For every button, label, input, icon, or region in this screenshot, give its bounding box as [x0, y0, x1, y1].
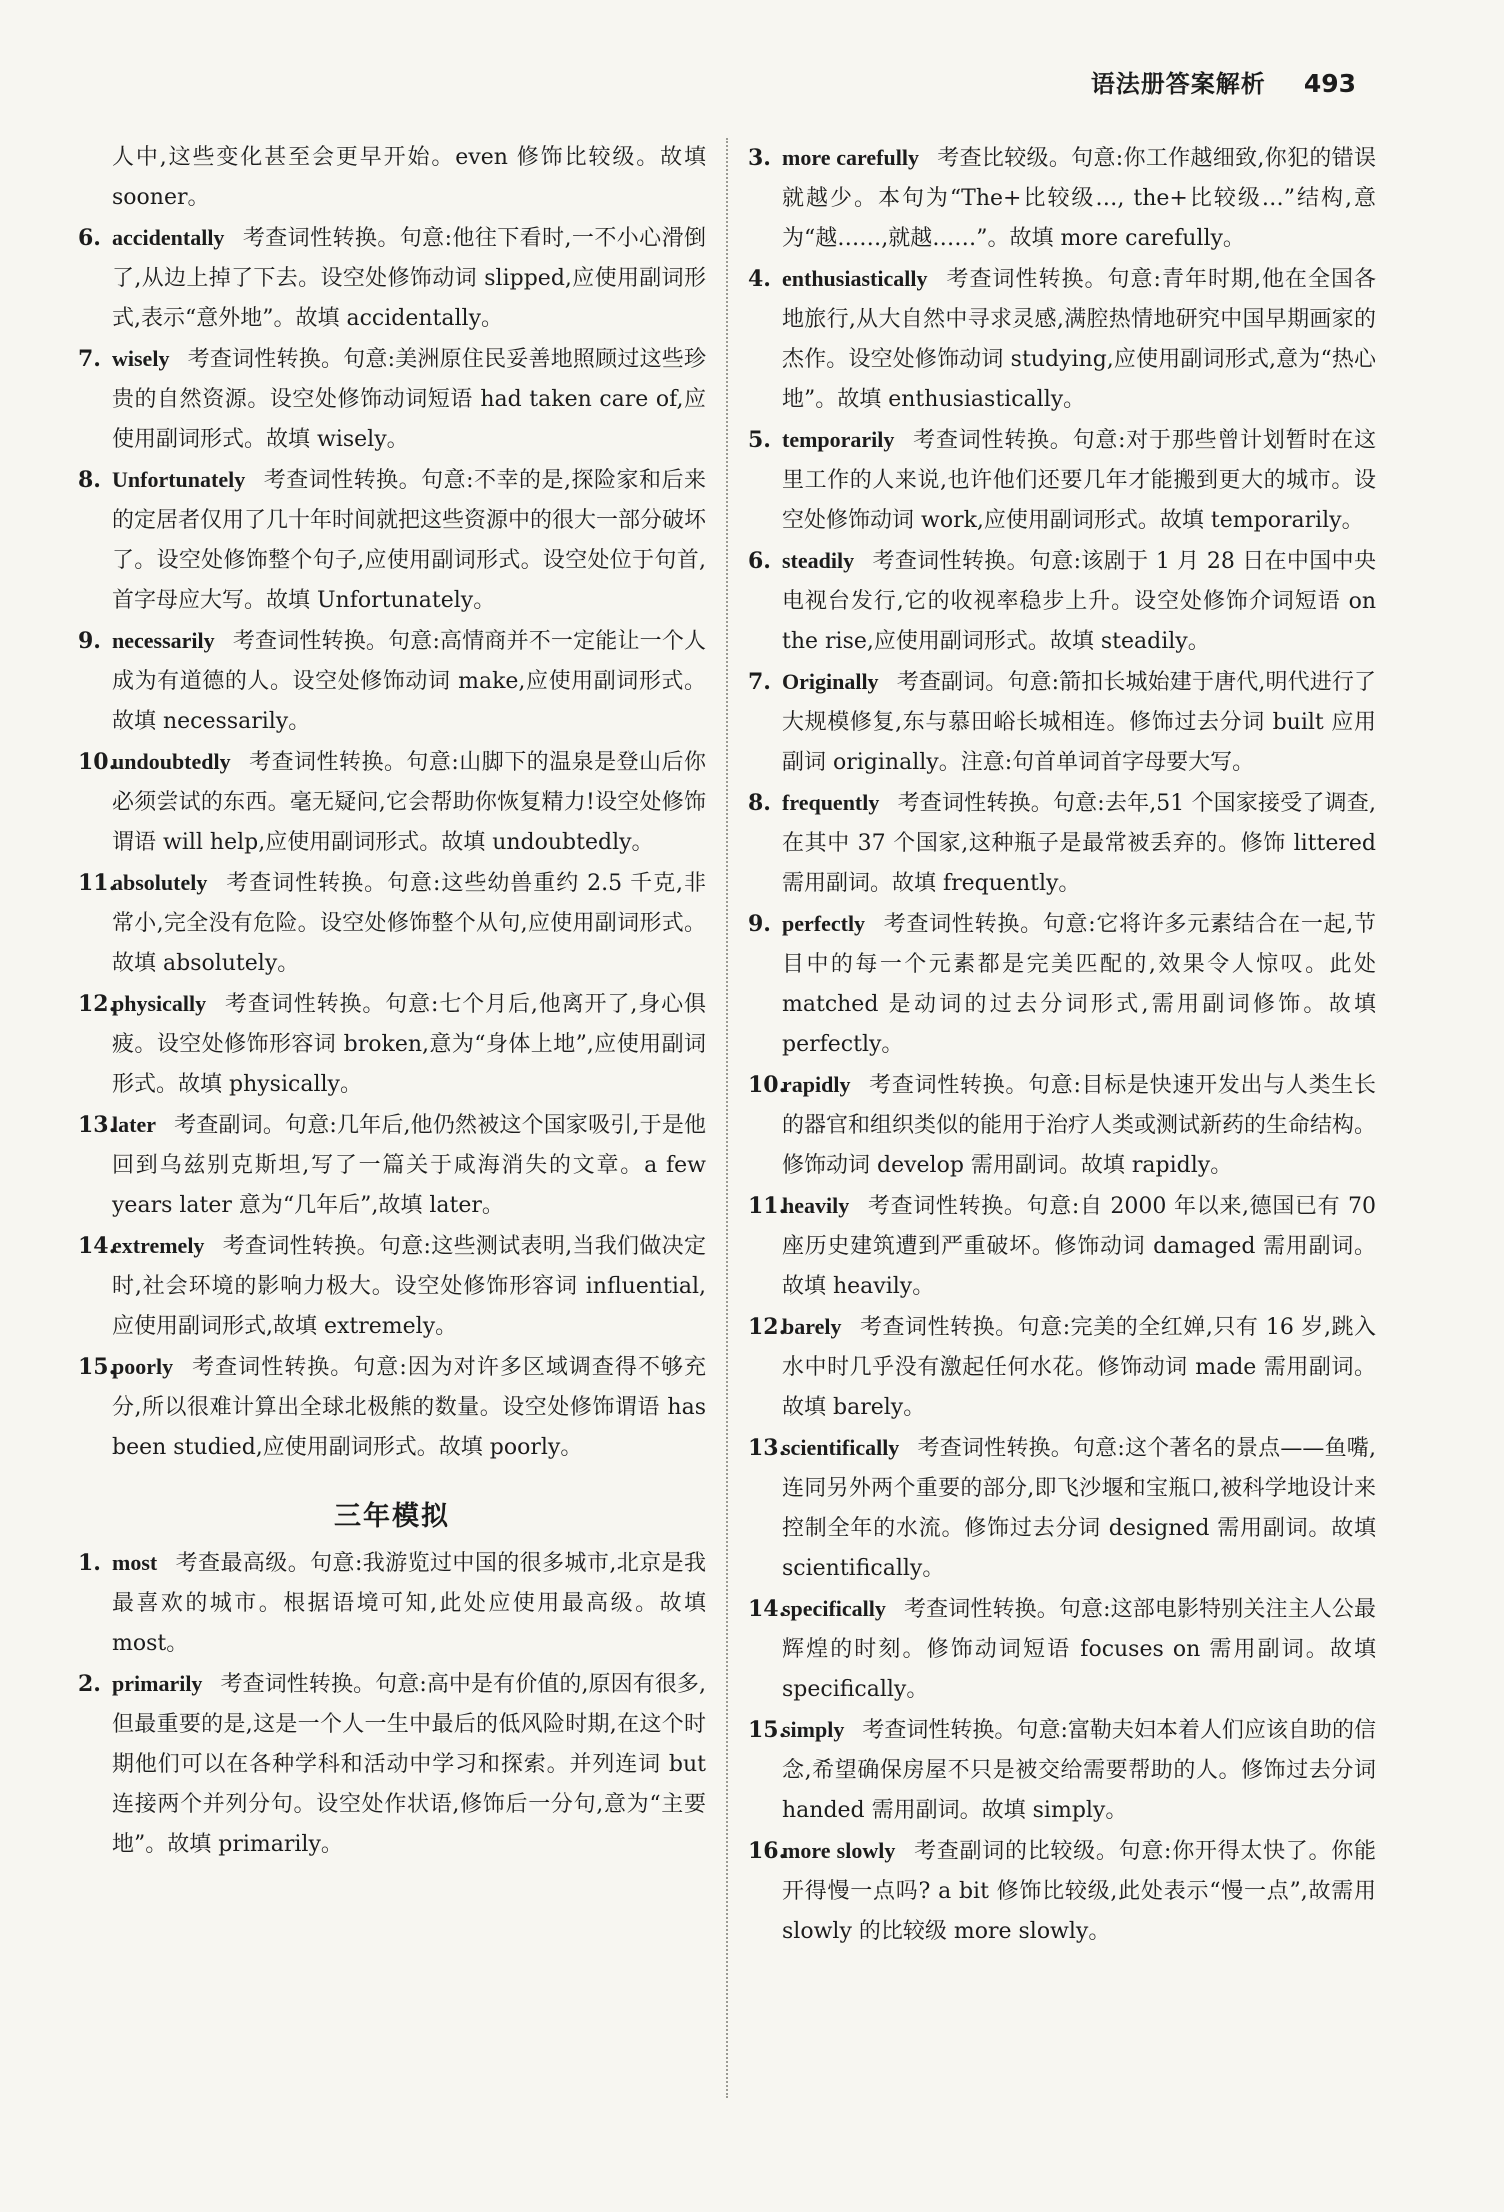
answer-entry: [748, 138, 1376, 259]
answer-list-right: [748, 138, 1376, 1952]
entry-explanation: 考查词性转换。句意:它将许多元素结合在一起,节目中的每一个元素都是完美匹配的,效果令人惊叹。此处 matched 是动词的过去分词形式,需用副词修饰。故填 perfectly。: [782, 912, 1376, 1057]
entry-answer: enthusiastically: [782, 266, 928, 291]
answer-entry: [748, 662, 1376, 783]
answer-entry: [748, 1710, 1376, 1831]
entry-answer: scientifically: [782, 1435, 900, 1460]
entry-number: 15.: [78, 1354, 117, 1380]
entry-answer: barely: [782, 1314, 842, 1339]
answer-entry: [78, 984, 706, 1105]
entry-explanation: 考查词性转换。句意:高中是有价值的,原因有很多,但最重要的是,这是一个人一生中最后的低风险时期,在这个时期他们可以在各种学科和活动中学习和探索。并列连词 but 连接两个并列分句。设空处作状语,修饰后一分句,意为“主要地”。故填 primarily。: [112, 1672, 706, 1857]
entry-number: 1.: [78, 1550, 101, 1576]
entry-number: 6.: [78, 225, 101, 251]
entry-explanation: 考查词性转换。句意:这个著名的景点——鱼嘴,连同另外两个重要的部分,即飞沙堰和宝瓶口,被科学地设计来控制全年的水流。修饰过去分词 designed 需用副词。故填 scientifically。: [782, 1436, 1376, 1581]
continuation-text: 人中,这些变化甚至会更早开始。even 修饰比较级。故填 sooner。: [112, 145, 706, 210]
entry-answer: absolutely: [112, 870, 208, 895]
entry-number: 11.: [748, 1193, 787, 1219]
answer-entry: [78, 1347, 706, 1468]
entry-number: 14.: [78, 1233, 117, 1259]
entry-answer: undoubtedly: [112, 749, 231, 774]
answer-entry: [748, 904, 1376, 1065]
entry-explanation: 考查词性转换。句意:目标是快速开发出与人类生长的器官和组织类似的能用于治疗人类或测试新药的生命结构。修饰动词 develop 需用副词。故填 rapidly。: [782, 1073, 1377, 1178]
answer-entry: [748, 783, 1376, 904]
entry-answer: temporarily: [782, 427, 895, 452]
entry-answer: specifically: [782, 1596, 886, 1621]
entry-number: 16.: [748, 1838, 787, 1864]
answer-entry: [78, 1543, 706, 1664]
answer-entry: [78, 1664, 706, 1865]
entry-explanation: 考查词性转换。句意:对于那些曾计划暂时在这里工作的人来说,也许他们还要几年才能搬到更大的城市。设空处修饰动词 work,应使用副词形式。故填 temporarily。: [782, 428, 1376, 533]
answer-entry: [748, 1307, 1376, 1428]
entry-number: 6.: [748, 548, 771, 574]
entry-answer: perfectly: [782, 911, 866, 936]
entry-answer: poorly: [112, 1354, 174, 1379]
entry-answer: more carefully: [782, 145, 919, 170]
entry-answer: rapidly: [782, 1072, 851, 1097]
entry-answer: more slowly: [782, 1838, 896, 1863]
entry-explanation: 考查词性转换。句意:青年时期,他在全国各地旅行,从大自然中寻求灵感,满腔热情地研究中国早期画家的杰作。设空处修饰动词 studying,应使用副词形式,意为“热心地”。故填 enthusiastically。: [782, 267, 1376, 412]
entry-number: 11.: [78, 870, 117, 896]
answer-entry: [748, 420, 1376, 541]
entry-explanation: 考查最高级。句意:我游览过中国的很多城市,北京是我最喜欢的城市。根据语境可知,此处应使用最高级。故填 most。: [112, 1551, 706, 1656]
entry-explanation: 考查副词的比较级。句意:你开得太快了。你能开得慢一点吗? a bit 修饰比较级,此处表示“慢一点”,故需用 slowly 的比较级 more slowly。: [782, 1839, 1376, 1944]
entry-number: 12.: [748, 1314, 787, 1340]
entry-explanation: 考查词性转换。句意:这些幼兽重约 2.5 千克,非常小,完全没有危险。设空处修饰整个从句,应使用副词形式。故填 absolutely。: [112, 871, 706, 976]
entry-answer: most: [112, 1550, 158, 1575]
answer-list-section: [78, 1543, 706, 1865]
entry-explanation: 考查词性转换。句意:七个月后,他离开了,身心俱疲。设空处修饰形容词 broken,意为“身体上地”,应使用副词形式。故填 physically。: [112, 992, 706, 1097]
entry-answer: wisely: [112, 346, 170, 371]
answer-entry: [748, 259, 1376, 420]
entry-answer: Unfortunately: [112, 467, 246, 492]
entry-explanation: 考查词性转换。句意:这部电影特别关注主人公最辉煌的时刻。修饰动词短语 focuses on 需用副词。故填 specifically。: [782, 1597, 1376, 1702]
entry-explanation: 考查词性转换。句意:他往下看时,一不小心滑倒了,从边上掉了下去。设空处修饰动词 slipped,应使用副词形式,表示“意外地”。故填 accidentally。: [112, 226, 706, 331]
entry-answer: simply: [782, 1717, 845, 1742]
answer-entry: [748, 1065, 1376, 1186]
entry-explanation: 考查词性转换。句意:因为对许多区域调查得不够充分,所以很难计算出全球北极熊的数量。设空处修饰谓语 has been studied,应使用副词形式。故填 poorly。: [112, 1355, 706, 1460]
page-number: 493: [1303, 69, 1356, 98]
entry-answer: necessarily: [112, 628, 215, 653]
entry-number: 8.: [78, 467, 101, 493]
entry-number: 13.: [78, 1112, 117, 1138]
entry-number: 7.: [748, 669, 771, 695]
answer-entry: [78, 460, 706, 621]
running-header-title: 语法册答案解析: [1090, 70, 1266, 98]
answer-entry: [78, 863, 706, 984]
answer-entry: [78, 1226, 706, 1347]
entry-explanation: 考查词性转换。句意:高情商并不一定能让一个人成为有道德的人。设空处修饰动词 make,应使用副词形式。故填 necessarily。: [112, 629, 706, 734]
entry-explanation: 考查词性转换。句意:自 2000 年以来,德国已有 70 座历史建筑遭到严重破坏。修饰动词 damaged 需用副词。故填 heavily。: [782, 1194, 1376, 1299]
entry-number: 10.: [78, 749, 117, 775]
entry-explanation: 考查词性转换。句意:该剧于 1 月 28 日在中国中央电视台发行,它的收视率稳步上升。设空处修饰介词短语 on the rise,应使用副词形式。故填 steadily。: [782, 549, 1376, 654]
entry-answer: extremely: [112, 1233, 205, 1258]
right-column: [748, 138, 1376, 1952]
entry-explanation: 考查比较级。句意:你工作越细致,你犯的错误就越少。本句为“The+比较级…, the+比较级…”结构,意为“越……,就越……”。故填 more carefully。: [782, 146, 1376, 251]
entry-answer: primarily: [112, 1671, 203, 1696]
answer-entry: [748, 1428, 1376, 1589]
answer-entry: [748, 1186, 1376, 1307]
entry-explanation: 考查词性转换。句意:这些测试表明,当我们做决定时,社会环境的影响力极大。设空处修饰形容词 influential,应使用副词形式,故填 extremely。: [112, 1234, 706, 1339]
entry-number: 10.: [748, 1072, 787, 1098]
entry-number: 5.: [748, 427, 771, 453]
entry-answer: physically: [112, 991, 207, 1016]
entry-number: 2.: [78, 1671, 101, 1697]
answer-entry: [78, 218, 706, 339]
column-divider: [726, 138, 728, 2098]
entry-number: 15.: [748, 1717, 787, 1743]
entry-answer: steadily: [782, 548, 855, 573]
entry-explanation: 考查词性转换。句意:去年,51 个国家接受了调查,在其中 37 个国家,这种瓶子是最常被丢弃的。修饰 littered 需用副词。故填 frequently。: [782, 791, 1376, 896]
answer-entry: [78, 742, 706, 863]
entry-answer: heavily: [782, 1193, 850, 1218]
entry-number: 9.: [78, 628, 101, 654]
entry-explanation: 考查副词。句意:几年后,他仍然被这个国家吸引,于是他回到乌兹别克斯坦,写了一篇关于咸海消失的文章。a few years later 意为“几年后”,故填 later。: [112, 1113, 706, 1218]
entry-explanation: 考查词性转换。句意:美洲原住民妥善地照顾过这些珍贵的自然资源。设空处修饰动词短语 had taken care of,应使用副词形式。故填 wisely。: [112, 347, 706, 452]
entry-explanation: 考查词性转换。句意:完美的全红婵,只有 16 岁,跳入水中时几乎没有激起任何水花。修饰动词 made 需用副词。故填 barely。: [782, 1315, 1376, 1420]
entry-number: 14.: [748, 1596, 787, 1622]
entry-number: 8.: [748, 790, 771, 816]
entry-number: 4.: [748, 266, 771, 292]
entry-number: 3.: [748, 145, 771, 171]
entry-number: 7.: [78, 346, 101, 372]
entry-answer: frequently: [782, 790, 880, 815]
left-column: [78, 138, 706, 1865]
answer-entry: [78, 621, 706, 742]
entry-answer: later: [112, 1112, 156, 1137]
entry-number: 12.: [78, 991, 117, 1017]
section-heading: 三年模拟: [334, 1501, 450, 1532]
entry-explanation: 考查词性转换。句意:山脚下的温泉是登山后你必须尝试的东西。毫无疑问,它会帮助你恢复精力!设空处修饰谓语 will help,应使用副词形式。故填 undoubtedly。: [112, 750, 706, 855]
answer-entry: [78, 1105, 706, 1226]
answer-list-left: [78, 218, 706, 1468]
running-header: [1091, 64, 1356, 99]
entry-number: 13.: [748, 1435, 787, 1461]
answer-entry: [748, 541, 1376, 662]
entry-number: 9.: [748, 911, 771, 937]
entry-explanation: 考查词性转换。句意:富勒夫妇本着人们应该自助的信念,希望确保房屋不只是被交给需要帮助的人。修饰过去分词 handed 需用副词。故填 simply。: [782, 1718, 1376, 1823]
answer-entry: [748, 1831, 1376, 1952]
entry-explanation: 考查副词。句意:箭扣长城始建于唐代,明代进行了大规模修复,东与慕田峪长城相连。修饰过去分词 built 应用副词 originally。注意:句首单词首字母要大写。: [782, 670, 1376, 775]
answer-entry: [748, 1589, 1376, 1710]
entry-answer: accidentally: [112, 225, 225, 250]
entry-explanation: 考查词性转换。句意:不幸的是,探险家和后来的定居者仅用了几十年时间就把这些资源中的很大一部分破坏了。设空处修饰整个句子,应使用副词形式。设空处位于句首,首字母应大写。故填 Unfortunately。: [112, 468, 707, 613]
entry-answer: Originally: [782, 669, 879, 694]
answer-entry: [78, 339, 706, 460]
